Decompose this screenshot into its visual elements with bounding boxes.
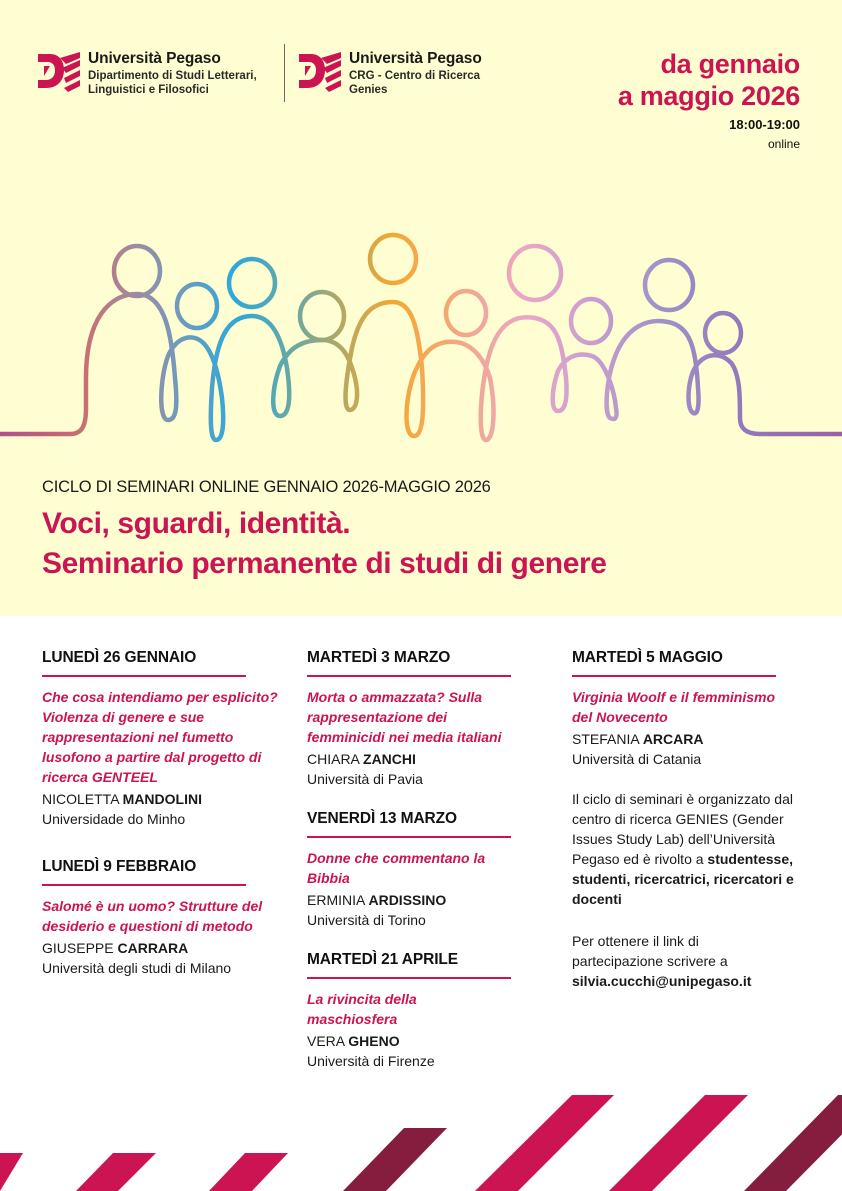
page-title: [42, 504, 607, 584]
speaker-first-name: CHIARA: [307, 751, 360, 767]
speaker-last-name: ZANCHI: [363, 751, 416, 767]
event-affiliation: Università di Catania: [572, 751, 702, 767]
schedule-column-3: [572, 648, 812, 991]
event-speaker: [307, 890, 547, 910]
event-item: [307, 950, 547, 1071]
speaker-first-name: STEFANIA: [572, 731, 639, 747]
date-range-line1: da gennaio: [660, 49, 800, 79]
audience-text: studentesse, studenti, ricercatrici, ricercatori e docenti: [572, 851, 794, 907]
event-item: [42, 648, 282, 829]
event-date: LUNEDÌ 9 FEBBRAIO: [42, 858, 197, 875]
speaker-last-name: MANDOLINI: [122, 791, 202, 807]
decorative-stripes: [0, 1080, 842, 1191]
divider: [307, 977, 511, 979]
seminar-cycle-label: CICLO DI SEMINARI ONLINE GENNAIO 2026-MAGGIO 2026: [42, 478, 491, 496]
schedule-column-2: [307, 648, 547, 1091]
event-date: VENERDÌ 13 MARZO: [307, 810, 457, 827]
date-range-line2: a maggio 2026: [617, 81, 800, 111]
event-title: Donne che commentano la Bibbia: [307, 850, 486, 886]
logo-department: [36, 48, 257, 97]
event-item: [572, 648, 812, 769]
event-date: MARTEDÌ 3 MARZO: [307, 649, 451, 666]
event-speaker: [307, 749, 547, 769]
logo-department-line2: Linguistici e Filosofici: [88, 84, 209, 96]
event-item: [307, 809, 547, 930]
event-title: Che cosa intendiamo per esplicito? Violenza di genere e sue rappresentazioni nel fumetto lusofono a partire dal progetto di ricerca GENTEEL: [42, 689, 278, 785]
event-speaker: [42, 789, 282, 809]
participation-text: Per ottenere il link di partecipazione scrivere a: [572, 933, 728, 969]
event-speaker: [307, 1031, 547, 1051]
event-affiliation: Universidade do Minho: [42, 811, 186, 827]
event-affiliation: Università di Firenze: [307, 1053, 435, 1069]
speaker-first-name: NICOLETTA: [42, 791, 119, 807]
logo-center-line1: CRG - Centro di Ricerca: [349, 70, 480, 82]
event-date: MARTEDÌ 21 APRILE: [307, 951, 459, 968]
logo-research-center: [297, 48, 482, 97]
time-slot: 18:00-19:00: [729, 117, 800, 132]
divider: [42, 884, 246, 886]
logo-university-name: Università Pegaso: [349, 50, 482, 67]
speaker-last-name: ARDISSINO: [368, 892, 447, 908]
event-item: [42, 857, 282, 978]
divider: [42, 675, 246, 677]
event-speaker: [572, 729, 812, 749]
event-affiliation: Università degli studi di Milano: [42, 960, 232, 976]
event-speaker: [42, 938, 282, 958]
event-affiliation: Università di Pavia: [307, 771, 423, 787]
people-line-art-icon: [0, 228, 842, 448]
organizer-text: Il ciclo di seminari è organizzato dal centro di ricerca GENIES (Gender Issues Study Lab) dell’Università Pegaso ed è rivolto a: [572, 791, 793, 867]
event-item: [307, 648, 547, 789]
contact-email-link[interactable]: silvia.cucchi@unipegaso.it: [572, 973, 752, 989]
event-title: Morta o ammazzata? Sulla rappresentazione dei femminicidi nei media italiani: [307, 689, 502, 745]
divider: [307, 675, 511, 677]
speaker-first-name: VERA: [307, 1033, 345, 1049]
date-range-block: [618, 48, 800, 152]
event-title: La rivincita della maschiosfera: [307, 991, 417, 1027]
divider: [307, 836, 511, 838]
title-line2: Seminario permanente di studi di genere: [42, 547, 607, 580]
speaker-first-name: ERMINIA: [307, 892, 365, 908]
speaker-first-name: GIUSEPPE: [42, 940, 114, 956]
pegaso-logo-icon: [297, 48, 343, 94]
logo-center-line2: Genies: [349, 84, 388, 96]
pegaso-logo-icon: [36, 48, 82, 94]
divider: [572, 675, 776, 677]
event-date: MARTEDÌ 5 MAGGIO: [572, 649, 723, 666]
speaker-last-name: GHENO: [348, 1033, 400, 1049]
schedule-column-1: [42, 648, 282, 998]
title-line1: Voci, sguardi, identità.: [42, 507, 351, 540]
logo-university-name: Università Pegaso: [88, 50, 221, 67]
logo-divider: [284, 44, 285, 102]
logo-department-line1: Dipartimento di Studi Letterari,: [88, 70, 257, 82]
event-title: Virginia Woolf e il femminismo del Novecento: [572, 689, 776, 725]
event-affiliation: Università di Torino: [307, 912, 426, 928]
event-mode: online: [767, 137, 800, 151]
event-title: Salomé è un uomo? Strutture del desiderio e questioni di metodo: [42, 898, 263, 934]
speaker-last-name: CARRARA: [117, 940, 189, 956]
organizer-info: [572, 789, 804, 909]
speaker-last-name: ARCARA: [642, 731, 704, 747]
event-date: LUNEDÌ 26 GENNAIO: [42, 649, 197, 666]
participation-info: [572, 931, 772, 991]
